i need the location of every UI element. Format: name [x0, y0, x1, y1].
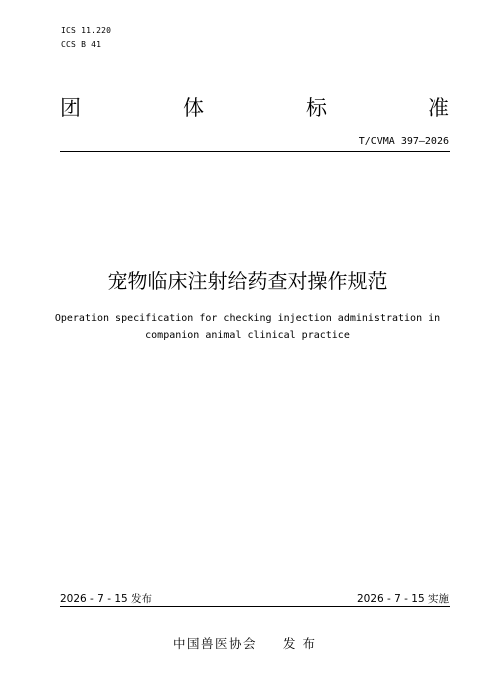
standard-number: T/CVMA 397—2026 [358, 136, 449, 147]
issue-date: 2026 - 7 - 15 发布 [60, 593, 153, 605]
publisher-action: 发布 [283, 636, 323, 651]
standard-type-char: 体 [183, 96, 204, 120]
standard-type-char: 标 [306, 96, 327, 120]
implementation-date: 2026 - 7 - 15 实施 [356, 593, 449, 605]
ics-code: ICS 11.220 [61, 26, 112, 35]
standard-type-char: 准 [428, 96, 449, 120]
publisher-name: 中国兽医协会 [172, 636, 257, 651]
ccs-code: CCS B 41 [61, 40, 102, 49]
header-divider [60, 151, 450, 152]
publisher-line [0, 636, 495, 652]
chinese-title: 宠物临床注射给药查对操作规范 [107, 269, 388, 293]
footer-divider [60, 606, 450, 607]
english-title-line-2: companion animal clinical practice [145, 330, 350, 341]
english-title-line-1: Operation specification for checking injection administration in [54, 313, 441, 324]
standard-type-char: 团 [60, 96, 81, 120]
